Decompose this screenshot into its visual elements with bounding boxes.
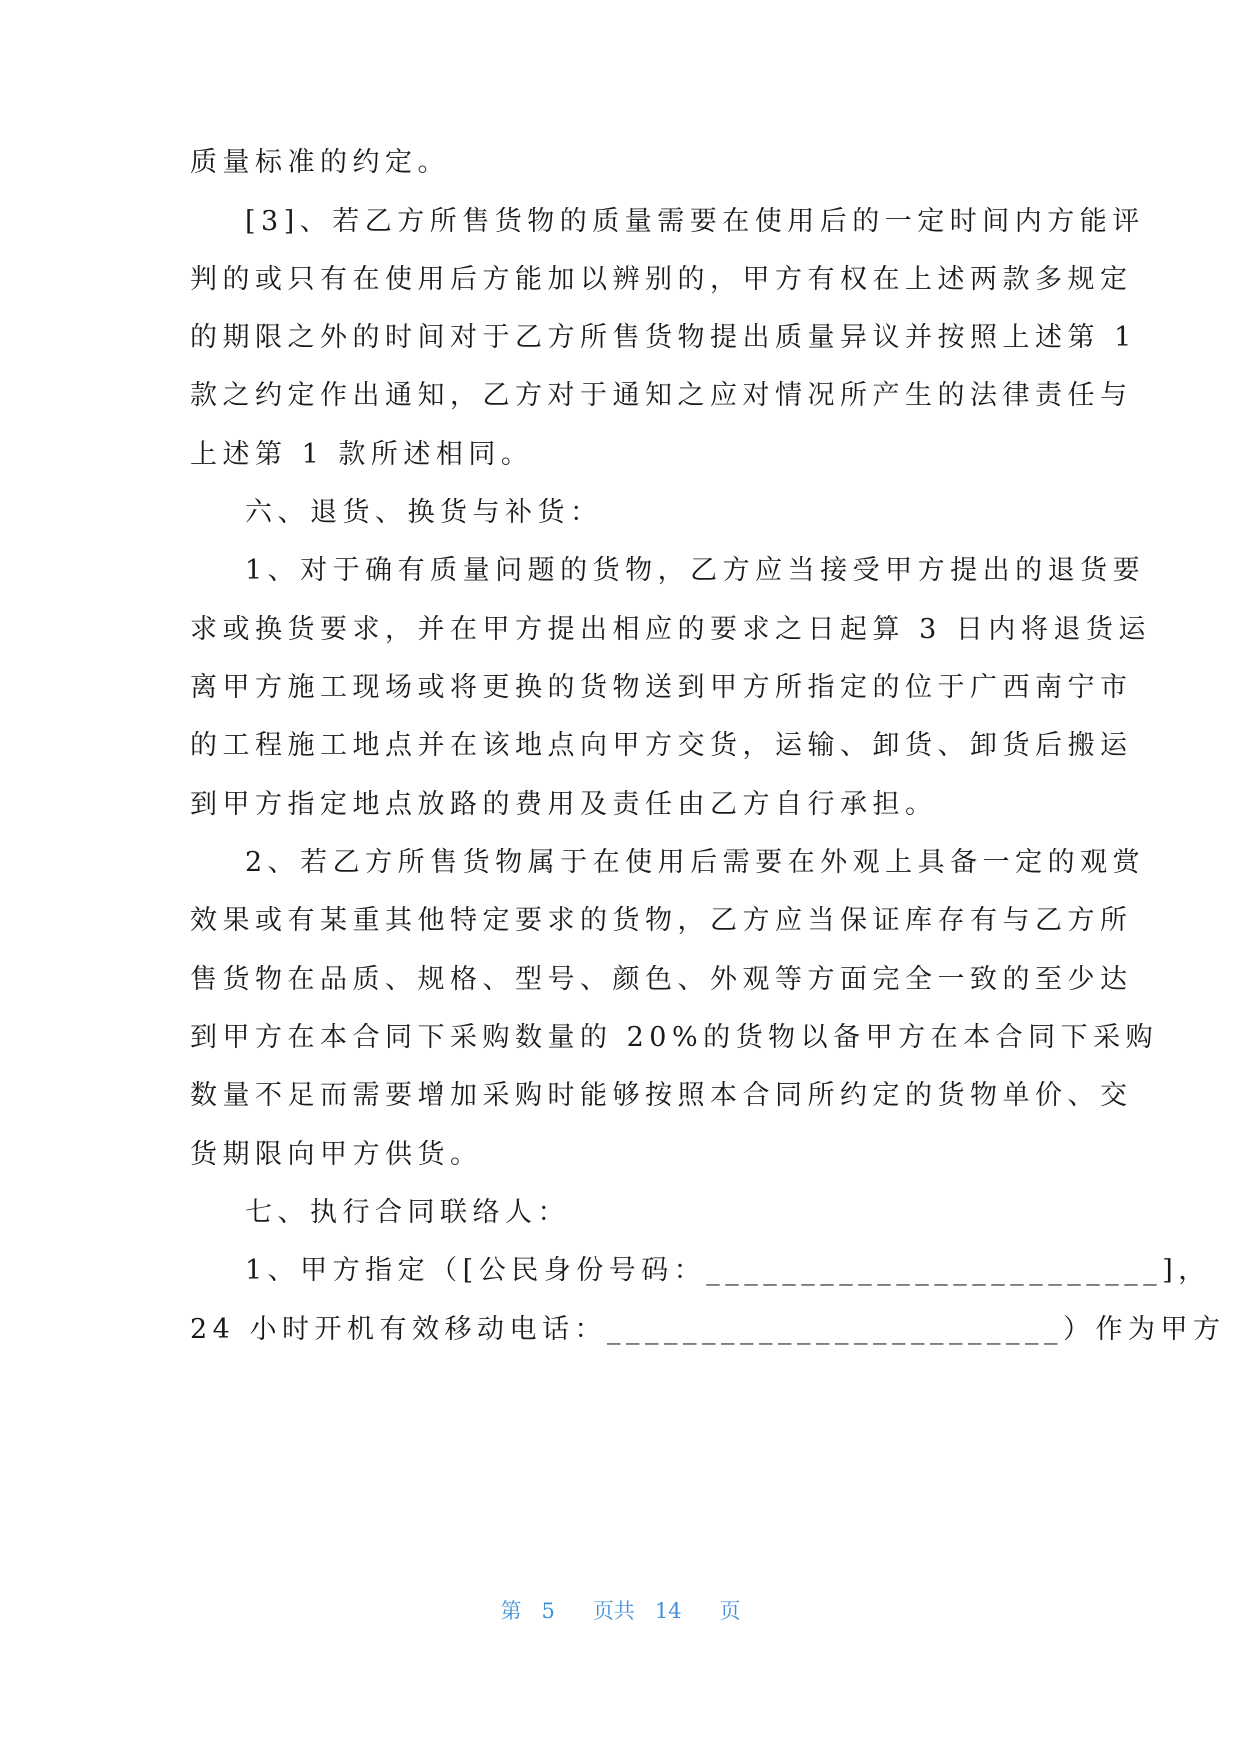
- paragraph-line: 到甲方指定地点放路的费用及责任由乙方自行承担。: [190, 789, 938, 820]
- page-label-prefix: 第: [500, 1599, 522, 1623]
- paragraph-line: 的工程施工地点并在该地点向甲方交货，运输、卸货、卸货后搬运: [190, 730, 1133, 761]
- page-footer: [0, 1596, 1241, 1626]
- paragraph-line: 效果或有某重其他特定要求的货物，乙方应当保证库存有与乙方所: [190, 905, 1133, 936]
- current-page-number: 5: [541, 1599, 555, 1623]
- paragraph-line: 判的或只有在使用后方能加以辨别的，甲方有权在上述两款多规定: [190, 264, 1133, 295]
- paragraph-line: [3]、若乙方所售货物的质量需要在使用后的一定时间内方能评: [245, 206, 1145, 237]
- page-label-suffix: 页: [719, 1599, 741, 1623]
- section-heading: 六、退货、换货与补货：: [245, 497, 603, 528]
- paragraph-line: 售货物在品质、规格、型号、颜色、外观等方面完全一致的至少达: [190, 964, 1133, 995]
- paragraph-line: 质量标准的约定。: [190, 147, 450, 178]
- paragraph-line: 到甲方在本合同下采购数量的 20%的货物以备甲方在本合同下采购: [190, 1022, 1159, 1053]
- paragraph-line: 1、甲方指定（[公民身份号码：________________________]，: [245, 1255, 1211, 1286]
- paragraph-line: 货期限向甲方供货。: [190, 1139, 483, 1170]
- paragraph-line: 1、对于确有质量问题的货物，乙方应当接受甲方提出的退货要: [245, 555, 1146, 586]
- paragraph-line: 的期限之外的时间对于乙方所售货物提出质量异议并按照上述第 1: [190, 322, 1137, 353]
- paragraph-line: 上述第 1 款所述相同。: [190, 439, 534, 470]
- paragraph-line: 款之约定作出通知，乙方对于通知之应对情况所产生的法律责任与: [190, 380, 1133, 411]
- paragraph-line: 离甲方施工现场或将更换的货物送到甲方所指定的位于广西南宁市: [190, 672, 1133, 703]
- section-heading: 七、执行合同联络人：: [245, 1197, 570, 1228]
- paragraph-line: 求或换货要求，并在甲方提出相应的要求之日起算 3 日内将退货运: [190, 614, 1151, 645]
- paragraph-line: 2、若乙方所售货物属于在使用后需要在外观上具备一定的观赏: [245, 847, 1146, 878]
- paragraph-line: 数量不足而需要增加采购时能够按照本合同所约定的货物单价、交: [190, 1080, 1133, 1111]
- page-label-mid: 页共: [592, 1599, 635, 1623]
- paragraph-line: 24 小时开机有效移动电话：________________________）作为甲方: [190, 1314, 1226, 1345]
- total-pages-number: 14: [654, 1599, 682, 1623]
